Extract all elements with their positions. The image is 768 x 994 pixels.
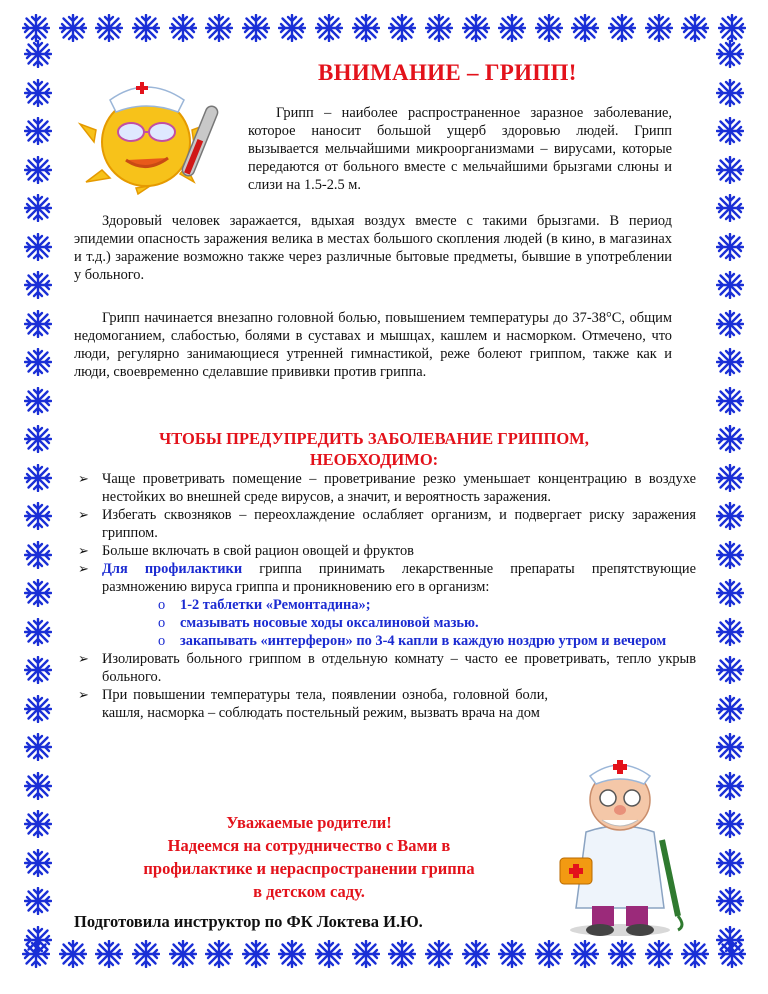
snowflake-icon — [24, 733, 52, 761]
snowflake-icon — [132, 14, 160, 42]
snowflake-icon — [315, 14, 343, 42]
snowflake-icon — [716, 156, 744, 184]
appeal-line: в детском саду. — [253, 882, 365, 901]
snowflake-icon — [716, 425, 744, 453]
snowflake-icon — [716, 117, 744, 145]
arrow-bullet-icon: ➢ — [78, 507, 89, 522]
snowflake-icon — [716, 733, 744, 761]
snowflake-icon — [24, 656, 52, 684]
snowflake-icon — [608, 14, 636, 42]
snowflake-icon — [242, 940, 270, 968]
doctor-illustration — [540, 740, 700, 940]
snowflake-icon — [24, 849, 52, 877]
snowflake-icon — [535, 14, 563, 42]
snowflake-icon — [95, 14, 123, 42]
prevention-list — [78, 470, 696, 722]
snowflake-icon — [462, 940, 490, 968]
arrow-bullet-icon: ➢ — [78, 651, 89, 666]
snowflake-icon — [535, 940, 563, 968]
snowflake-icon — [315, 940, 343, 968]
prophylaxis-label: Для профилактики — [102, 561, 243, 577]
sublist-item-text: смазывать носовые ходы оксалиновой мазью. — [180, 615, 479, 631]
sublist-item-text: 1-2 таблетки «Ремонтадина»; — [180, 597, 371, 613]
snowflake-icon — [24, 387, 52, 415]
left-border — [18, 40, 58, 954]
snowflake-icon — [681, 940, 709, 968]
snowflake-icon — [425, 14, 453, 42]
snowflake-icon — [95, 940, 123, 968]
snowflake-icon — [24, 40, 52, 68]
snowflake-icon — [169, 14, 197, 42]
snowflake-icon — [205, 940, 233, 968]
circle-bullet-icon: o — [158, 597, 166, 613]
snowflake-icon — [388, 940, 416, 968]
snowflake-icon — [132, 940, 160, 968]
list-item — [78, 560, 696, 650]
list-item-text: гриппа принимать лекарственные препараты препятствующие размножению вируса гриппа и проникновению его в организм: — [102, 561, 697, 595]
snowflake-icon — [716, 887, 744, 915]
snowflake-icon — [24, 618, 52, 646]
symptoms-paragraph: Грипп начинается внезапно головной болью, повышением температуры до 37-38°С, общим недомоганием, слабостью, болями в суставах и мышцах, кашлем и насморком. Отмечено, что люди, регулярно занимающиеся утренней гимнастикой, реже болеют гриппом, также как и люди, своевременно сделавшие прививки против гриппа. — [74, 310, 672, 380]
snowflake-icon — [718, 14, 746, 42]
snowflake-icon — [498, 940, 526, 968]
snowflake-icon — [716, 233, 744, 261]
snowflake-icon — [645, 940, 673, 968]
prevention-heading — [74, 428, 674, 470]
snowflake-icon — [24, 271, 52, 299]
snowflake-icon — [24, 926, 52, 954]
snowflake-icon — [24, 79, 52, 107]
snowflake-icon — [462, 14, 490, 42]
snowflake-icon — [242, 14, 270, 42]
snowflake-icon — [498, 14, 526, 42]
snowflake-icon — [22, 14, 50, 42]
list-item-text: Изолировать больного гриппом в отдельную комнату – часто ее проветривать, тепло укрыв больного. — [102, 651, 696, 685]
list-item — [78, 650, 696, 686]
snowflake-icon — [24, 194, 52, 222]
snowflake-icon — [716, 810, 744, 838]
parents-appeal — [74, 811, 544, 903]
snowflake-icon — [716, 502, 744, 530]
list-item-text: При повышении температуры тела, появлении озноба, головной боли, кашля, насморка – соблюдать постельный режим, вызвать врача на дом — [102, 687, 548, 721]
list-item — [78, 686, 548, 722]
prevention-heading-line2: НЕОБХОДИМО: — [309, 450, 439, 469]
snowflake-icon — [24, 348, 52, 376]
snowflake-icon — [716, 464, 744, 492]
snowflake-icon — [24, 502, 52, 530]
snowflake-icon — [716, 772, 744, 800]
snowflake-icon — [169, 940, 197, 968]
snowflake-icon — [59, 14, 87, 42]
snowflake-icon — [205, 14, 233, 42]
snowflake-icon — [24, 541, 52, 569]
snowflake-icon — [716, 79, 744, 107]
snowflake-icon — [352, 14, 380, 42]
snowflake-icon — [59, 940, 87, 968]
list-item — [78, 506, 696, 542]
snowflake-icon — [716, 695, 744, 723]
snowflake-icon — [716, 618, 744, 646]
list-item — [78, 470, 696, 506]
snowflake-icon — [716, 194, 744, 222]
snowflake-icon — [645, 14, 673, 42]
snowflake-icon — [716, 271, 744, 299]
list-item-text: Избегать сквозняков – переохлаждение ослабляет организм, и подвергает риску заражения гриппом. — [102, 507, 696, 541]
snowflake-icon — [24, 425, 52, 453]
appeal-line: Уважаемые родители! — [226, 813, 392, 832]
page-title: ВНИМАНИЕ – ГРИПП! — [318, 60, 577, 85]
arrow-bullet-icon: ➢ — [78, 687, 89, 702]
snowflake-icon — [24, 887, 52, 915]
appeal-line: профилактике и нераспространении гриппа — [143, 859, 475, 878]
snowflake-icon — [278, 940, 306, 968]
arrow-bullet-icon: ➢ — [78, 561, 89, 576]
snowflake-icon — [388, 14, 416, 42]
snowflake-icon — [716, 310, 744, 338]
list-item — [78, 542, 696, 560]
snowflake-icon — [716, 849, 744, 877]
list-item-text: Больше включать в свой рацион овощей и фруктов — [102, 543, 414, 559]
snowflake-icon — [24, 810, 52, 838]
bottom-border — [0, 940, 768, 980]
snowflake-icon — [24, 233, 52, 261]
sublist-item — [154, 614, 696, 632]
snowflake-icon — [716, 40, 744, 68]
snowflake-icon — [571, 14, 599, 42]
snowflake-icon — [24, 117, 52, 145]
snowflake-icon — [24, 695, 52, 723]
list-item-text: Чаще проветривать помещение – проветривание резко уменьшает концентрацию в воздухе нестойких во внешней среде вирусов, а значит, и вероятность заражения. — [102, 471, 696, 505]
snowflake-icon — [24, 156, 52, 184]
arrow-bullet-icon: ➢ — [78, 543, 89, 558]
snowflake-icon — [716, 926, 744, 954]
sublist-item-text: закапывать «интерферон» по 3-4 капли в каждую ноздрю утром и вечером — [180, 633, 667, 649]
intro-paragraph: Грипп – наиболее распространенное заразное заболевание, которое наносит большой ущерб здоровью людей. Грипп вызывается мельчайшими микроорганизмами – вирусами, которые передаются от больного вместе с мельчайшими брызгами слюны и слизи на 1.5-2.5 м. — [248, 105, 672, 193]
top-border — [0, 14, 768, 54]
snowflake-icon — [425, 940, 453, 968]
snowflake-icon — [24, 310, 52, 338]
snowflake-icon — [352, 940, 380, 968]
arrow-bullet-icon: ➢ — [78, 471, 89, 486]
snowflake-icon — [716, 656, 744, 684]
transmission-paragraph: Здоровый человек заражается, вдыхая воздух вместе с такими брызгами. В период эпидемии опасность заражения велика в местах большого скопления людей (в кино, в магазинах и т.д.) заражение возможно также через различные бытовые предметы, бывшие в употреблении у больного. — [74, 213, 672, 283]
snowflake-icon — [716, 579, 744, 607]
prevention-heading-line1: ЧТОБЫ ПРЕДУПРЕДИТЬ ЗАБОЛЕВАНИЕ ГРИППОМ, — [159, 429, 589, 448]
snowflake-icon — [571, 940, 599, 968]
snowflake-icon — [608, 940, 636, 968]
snowflake-icon — [24, 464, 52, 492]
medication-sublist — [102, 596, 696, 650]
snowflake-icon — [24, 772, 52, 800]
circle-bullet-icon: o — [158, 633, 166, 649]
snowflake-icon — [716, 541, 744, 569]
sublist-item — [154, 596, 696, 614]
snowflake-icon — [681, 14, 709, 42]
appeal-line: Надеемся на сотрудничество с Вами в — [167, 836, 451, 855]
sublist-item — [154, 632, 696, 650]
sun-nurse-illustration — [76, 70, 246, 195]
circle-bullet-icon: o — [158, 615, 166, 631]
signature: Подготовила инструктор по ФК Локтева И.Ю. — [74, 912, 423, 931]
snowflake-icon — [278, 14, 306, 42]
snowflake-icon — [716, 387, 744, 415]
right-border — [710, 40, 750, 954]
snowflake-icon — [24, 579, 52, 607]
snowflake-icon — [716, 348, 744, 376]
